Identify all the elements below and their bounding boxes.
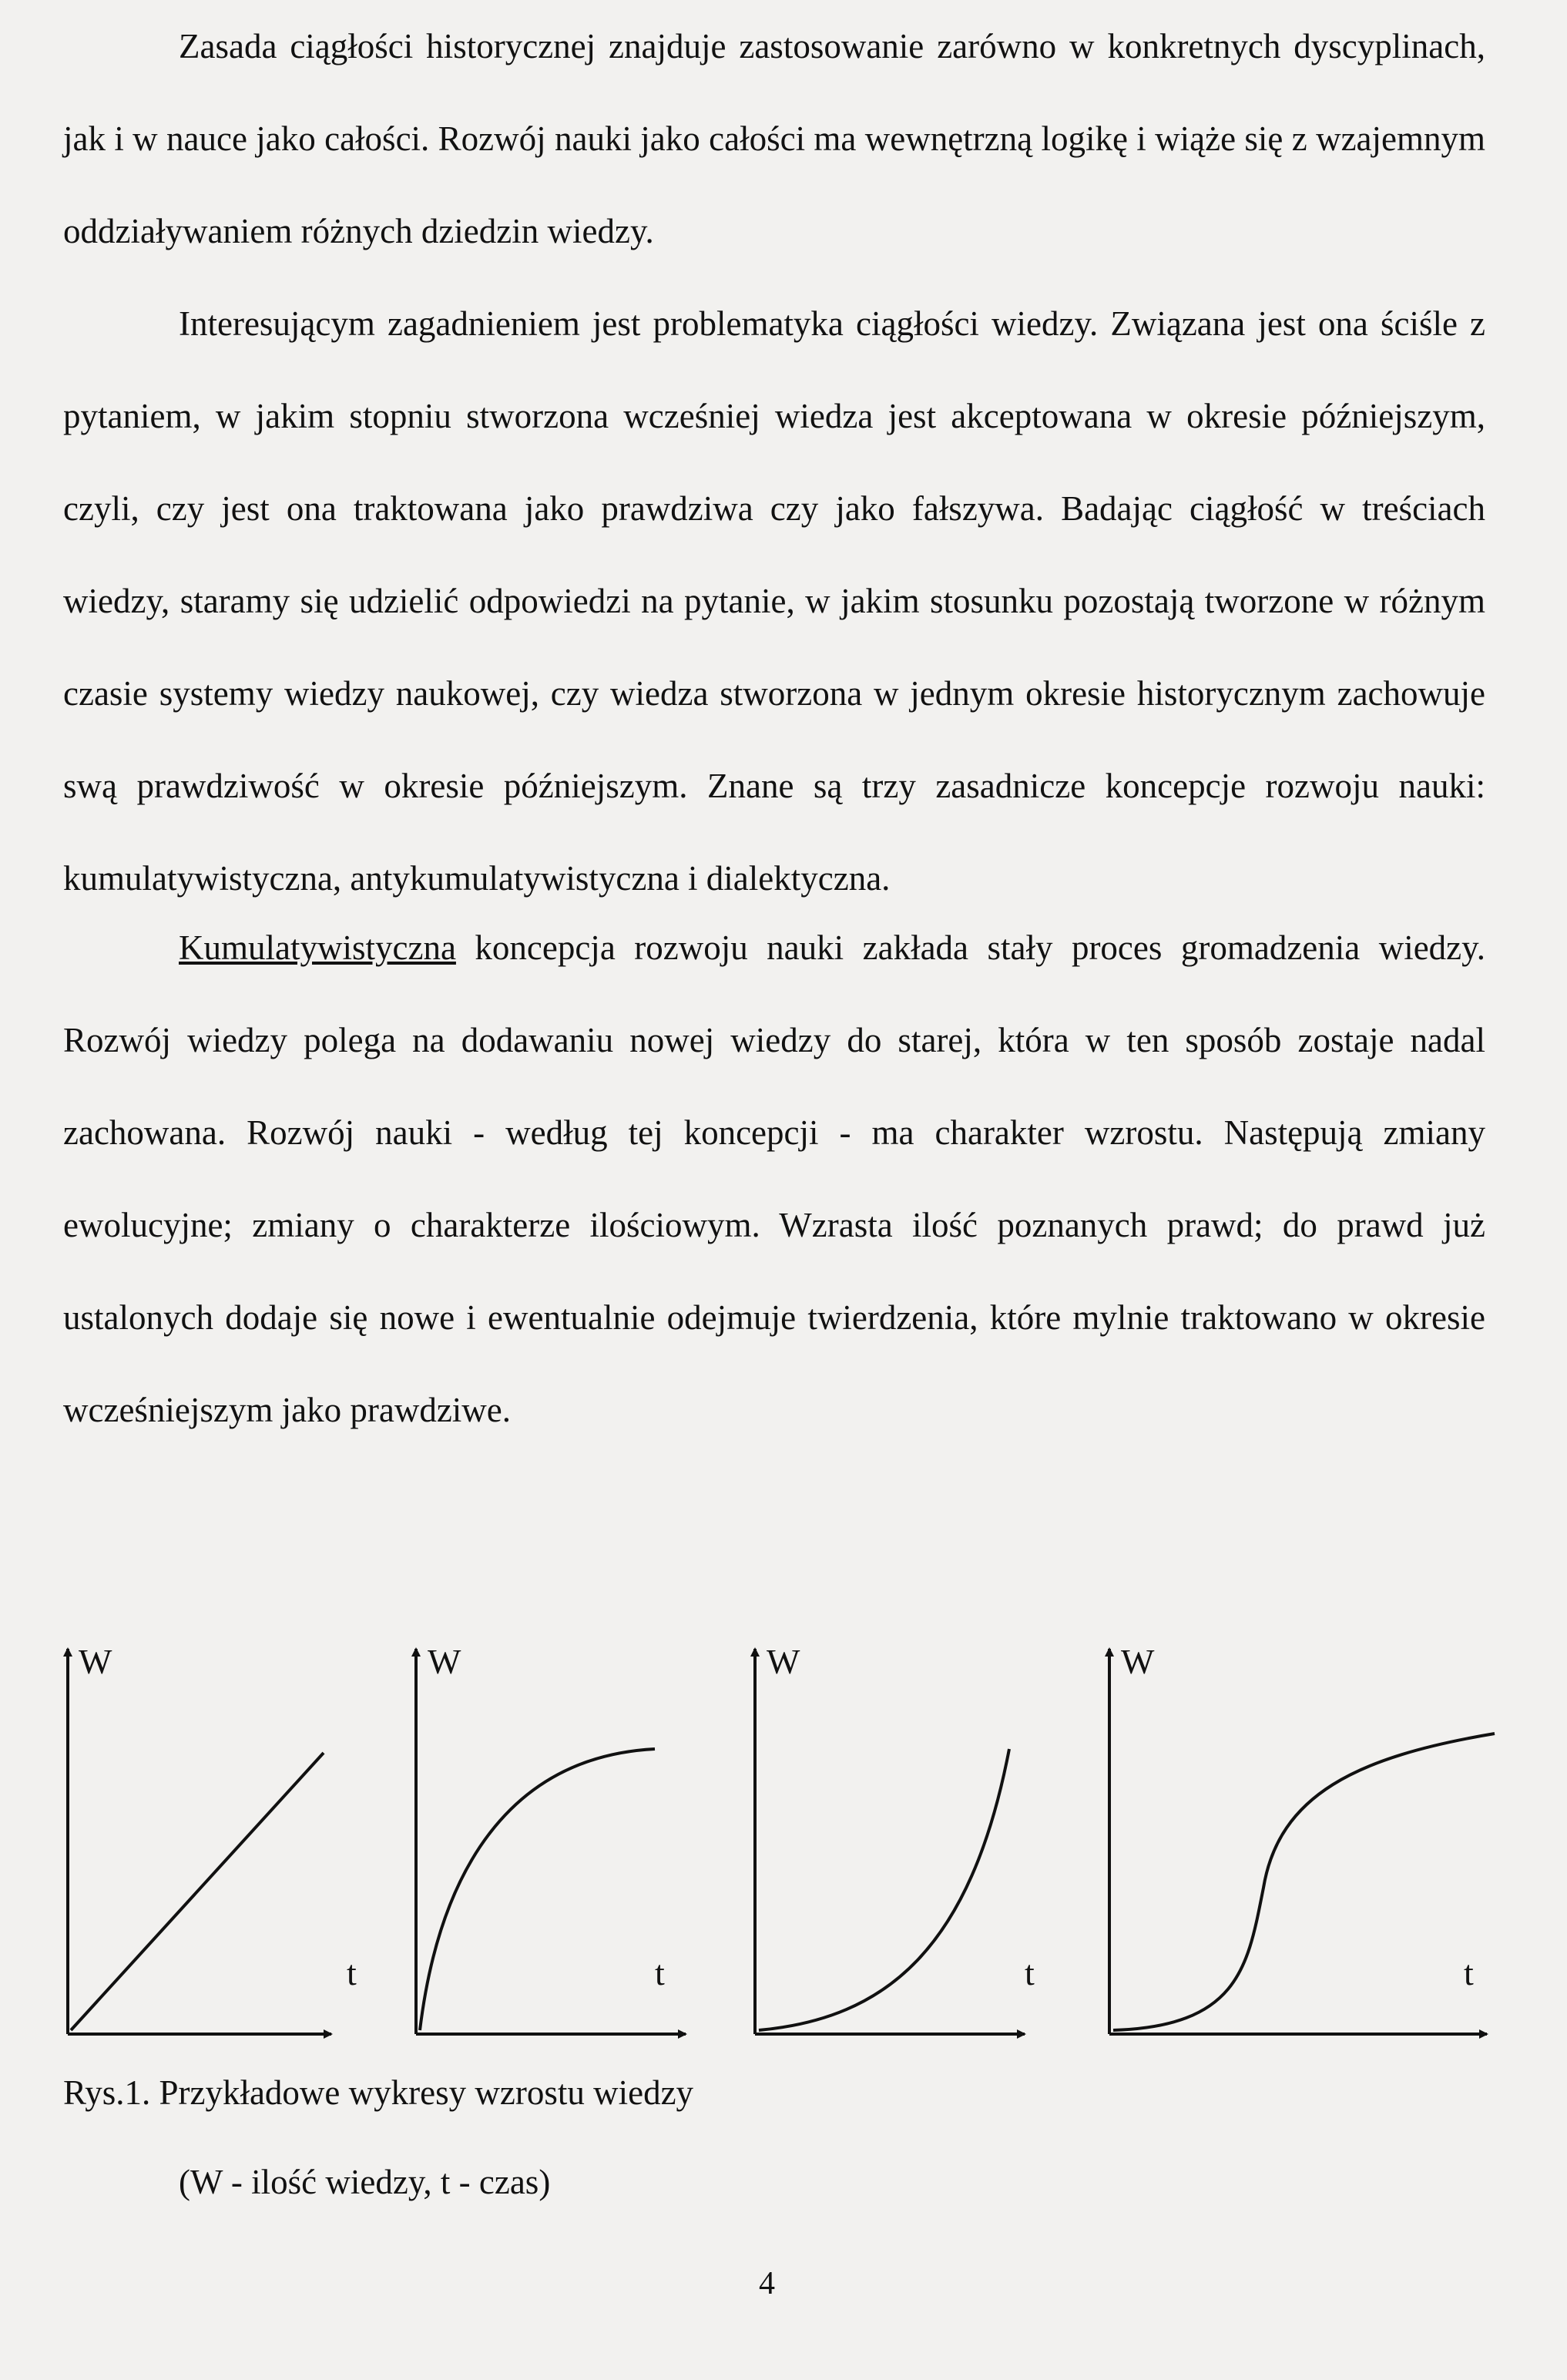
x-axis-label: t [655, 1953, 665, 1992]
y-axis-label: W [79, 1642, 112, 1681]
growth-graphs [46, 1641, 1510, 2073]
paragraph-3-text [63, 901, 1485, 1456]
x-axis-label: t [1464, 1953, 1474, 1992]
figure-legend: (W - ilość wiedzy, t - czas) [179, 2163, 551, 2201]
curve-linear [71, 1753, 324, 2030]
curve-convex [759, 1749, 1009, 2030]
graph-concave [416, 1642, 686, 2034]
x-axis-label: t [347, 1953, 357, 1992]
graph-convex [755, 1642, 1035, 2034]
graph-s-curve [1109, 1642, 1495, 2034]
page-number: 4 [759, 2266, 775, 2301]
y-axis-label: W [428, 1642, 461, 1681]
graphs-svg [46, 1641, 1510, 2073]
paragraph-3 [63, 901, 1485, 1456]
underlined-term: Kumulatywistyczna [179, 928, 456, 967]
paragraph-3-rest: koncepcja rozwoju nauki zakłada stały proces gromadzenia wiedzy. Rozwój wiedzy polega na dodawaniu nowej wiedzy do starej, która w ten sposób zostaje nadal zachowana. Rozwój nauki - według tej koncepcji - ma charakter wzrostu. Następują zmiany ewolucyjne; zmiany o charakterze ilościowym. Wzrasta ilość poznanych prawd; do prawd już ustalonych dodaje się nowe i ewentualnie odejmuje twierdzenia, które mylnie traktowano w okresie wcześniejszym jako prawdziwe. [63, 928, 1485, 1429]
paragraph-1-text: Zasada ciągłości historycznej znajduje zastosowanie zarówno w konkretnych dyscyplinach, jak i w nauce jako całości. Rozwój nauki jako całości ma wewnętrzną logikę i wiąże się z wzajemnym oddziaływaniem różnych dziedzin wiedzy. [63, 27, 1485, 250]
y-axis-label: W [767, 1642, 800, 1681]
x-axis-label: t [1025, 1953, 1035, 1992]
figure-caption: Rys.1. Przykładowe wykresy wzrostu wiedzy [63, 2073, 694, 2112]
curve-s [1113, 1734, 1495, 2030]
graph-linear [68, 1642, 357, 2034]
curve-concave [420, 1749, 655, 2030]
paragraph-2 [63, 277, 1485, 925]
paragraph-2-text: Interesującym zagadnieniem jest problematyka ciągłości wiedzy. Związana jest ona ściśle z pytaniem, w jakim stopniu stworzona wcześniej wiedza jest akceptowana w okresie późniejszym, czyli, czy jest ona traktowana jako prawdziwa czy jako fałszywa. Badając ciągłość w treściach wiedzy, staramy się udzielić odpowiedzi na pytanie, w jakim stosunku pozostają tworzone w różnym czasie systemy wiedzy naukowej, czy wiedza stworzona w jednym okresie historycznym zachowuje swą prawdziwość w okresie późniejszym. Znane są trzy zasadnicze koncepcje rozwoju nauki: kumulatywistyczna, antykumulatywistyczna i dialektyczna. [63, 304, 1485, 898]
paragraph-1 [63, 0, 1485, 277]
y-axis-label: W [1121, 1642, 1155, 1681]
